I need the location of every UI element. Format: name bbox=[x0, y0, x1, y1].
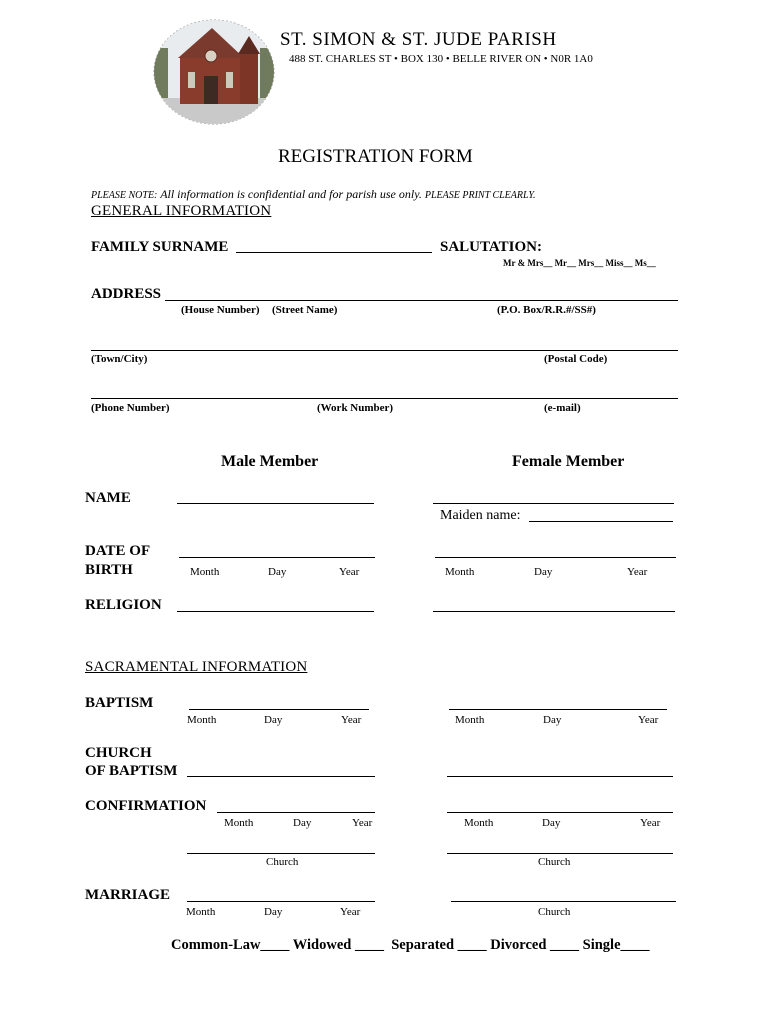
religion-label: RELIGION bbox=[85, 597, 162, 613]
marriage-month: Month bbox=[186, 906, 216, 918]
female-baptism-day: Day bbox=[543, 714, 562, 726]
female-confirmation-field[interactable] bbox=[447, 812, 673, 813]
male-name-field[interactable] bbox=[177, 503, 374, 504]
female-dob-month: Month bbox=[445, 566, 475, 578]
male-baptism-field[interactable] bbox=[189, 709, 369, 710]
female-religion-field[interactable] bbox=[433, 611, 675, 612]
female-name-field[interactable] bbox=[433, 503, 674, 504]
family-surname-field[interactable] bbox=[236, 252, 432, 253]
note-text: All information is confidential and for parish use only. bbox=[160, 187, 422, 201]
dob-label-line2: BIRTH bbox=[85, 562, 133, 578]
form-title: REGISTRATION FORM bbox=[278, 146, 473, 167]
male-dob-month: Month bbox=[190, 566, 220, 578]
confirmation-label: CONFIRMATION bbox=[85, 798, 207, 814]
house-number-caption: (House Number) bbox=[181, 304, 260, 316]
phone-field[interactable] bbox=[91, 398, 678, 399]
male-religion-field[interactable] bbox=[177, 611, 374, 612]
work-caption: (Work Number) bbox=[317, 402, 394, 414]
marriage-church-field[interactable] bbox=[451, 901, 676, 902]
sacramental-heading: SACRAMENTAL INFORMATION bbox=[85, 659, 308, 675]
address-label: ADDRESS bbox=[91, 286, 162, 302]
phone-caption: (Phone Number) bbox=[91, 402, 170, 414]
male-confirmation-church-caption: Church bbox=[266, 856, 299, 868]
male-baptism-year: Year bbox=[341, 714, 362, 726]
female-confirmation-year: Year bbox=[640, 817, 661, 829]
male-dob-day: Day bbox=[268, 566, 287, 578]
male-member-heading: Male Member bbox=[221, 453, 319, 470]
female-baptism-year: Year bbox=[638, 714, 659, 726]
female-dob-day: Day bbox=[534, 566, 553, 578]
note-prefix: PLEASE NOTE: bbox=[91, 190, 158, 201]
female-confirmation-church-field[interactable] bbox=[447, 853, 673, 854]
marital-status-options[interactable]: Common-Law____ Widowed ____ Separated ____ Divorced ____ Single____ bbox=[171, 937, 650, 953]
church-baptism-label-line1: CHURCH bbox=[85, 745, 152, 761]
baptism-label: BAPTISM bbox=[85, 695, 154, 711]
marriage-date-field[interactable] bbox=[187, 901, 375, 902]
postal-caption: (Postal Code) bbox=[544, 353, 608, 365]
salutation-options[interactable]: Mr & Mrs__ Mr__ Mrs__ Miss__ Ms__ bbox=[503, 258, 656, 268]
town-caption: (Town/City) bbox=[91, 353, 148, 365]
female-confirmation-day: Day bbox=[542, 817, 561, 829]
male-baptism-day: Day bbox=[264, 714, 283, 726]
female-confirmation-month: Month bbox=[464, 817, 494, 829]
dob-label-line1: DATE OF bbox=[85, 543, 151, 559]
town-field[interactable] bbox=[91, 350, 678, 351]
female-confirmation-church-caption: Church bbox=[538, 856, 571, 868]
salutation-label: SALUTATION: bbox=[440, 239, 542, 255]
parish-address: 488 ST. CHARLES ST • BOX 130 • BELLE RIVER ON • N0R 1A0 bbox=[289, 53, 593, 65]
church-baptism-label-line2: OF BAPTISM bbox=[85, 763, 178, 779]
male-confirmation-church-field[interactable] bbox=[187, 853, 375, 854]
male-confirmation-year: Year bbox=[352, 817, 373, 829]
general-info-heading: GENERAL INFORMATION bbox=[91, 203, 272, 219]
female-baptism-month: Month bbox=[455, 714, 485, 726]
church-logo bbox=[152, 18, 276, 126]
address-field[interactable] bbox=[165, 300, 678, 301]
maiden-name-field[interactable] bbox=[529, 521, 673, 522]
note-suffix: PLEASE PRINT CLEARLY. bbox=[424, 190, 536, 201]
street-name-caption: (Street Name) bbox=[272, 304, 338, 316]
male-baptism-month: Month bbox=[187, 714, 217, 726]
female-church-baptism-field[interactable] bbox=[447, 776, 673, 777]
marriage-day: Day bbox=[264, 906, 283, 918]
email-caption: (e-mail) bbox=[544, 402, 581, 414]
male-confirmation-month: Month bbox=[224, 817, 254, 829]
maiden-name-label: Maiden name: bbox=[440, 508, 521, 523]
male-church-baptism-field[interactable] bbox=[187, 776, 375, 777]
name-label: NAME bbox=[85, 490, 131, 506]
female-member-heading: Female Member bbox=[512, 453, 625, 470]
po-box-caption: (P.O. Box/R.R.#/SS#) bbox=[497, 304, 596, 316]
marriage-label: MARRIAGE bbox=[85, 887, 170, 903]
notice bbox=[91, 187, 536, 202]
female-dob-year: Year bbox=[627, 566, 648, 578]
parish-name: ST. SIMON & ST. JUDE PARISH bbox=[280, 29, 557, 50]
marriage-church-caption: Church bbox=[538, 906, 571, 918]
marriage-year: Year bbox=[340, 906, 361, 918]
male-confirmation-day: Day bbox=[293, 817, 312, 829]
family-surname-label: FAMILY SURNAME bbox=[91, 239, 229, 255]
female-dob-field[interactable] bbox=[435, 557, 676, 558]
female-baptism-field[interactable] bbox=[449, 709, 667, 710]
male-dob-field[interactable] bbox=[179, 557, 375, 558]
male-confirmation-field[interactable] bbox=[217, 812, 375, 813]
male-dob-year: Year bbox=[339, 566, 360, 578]
